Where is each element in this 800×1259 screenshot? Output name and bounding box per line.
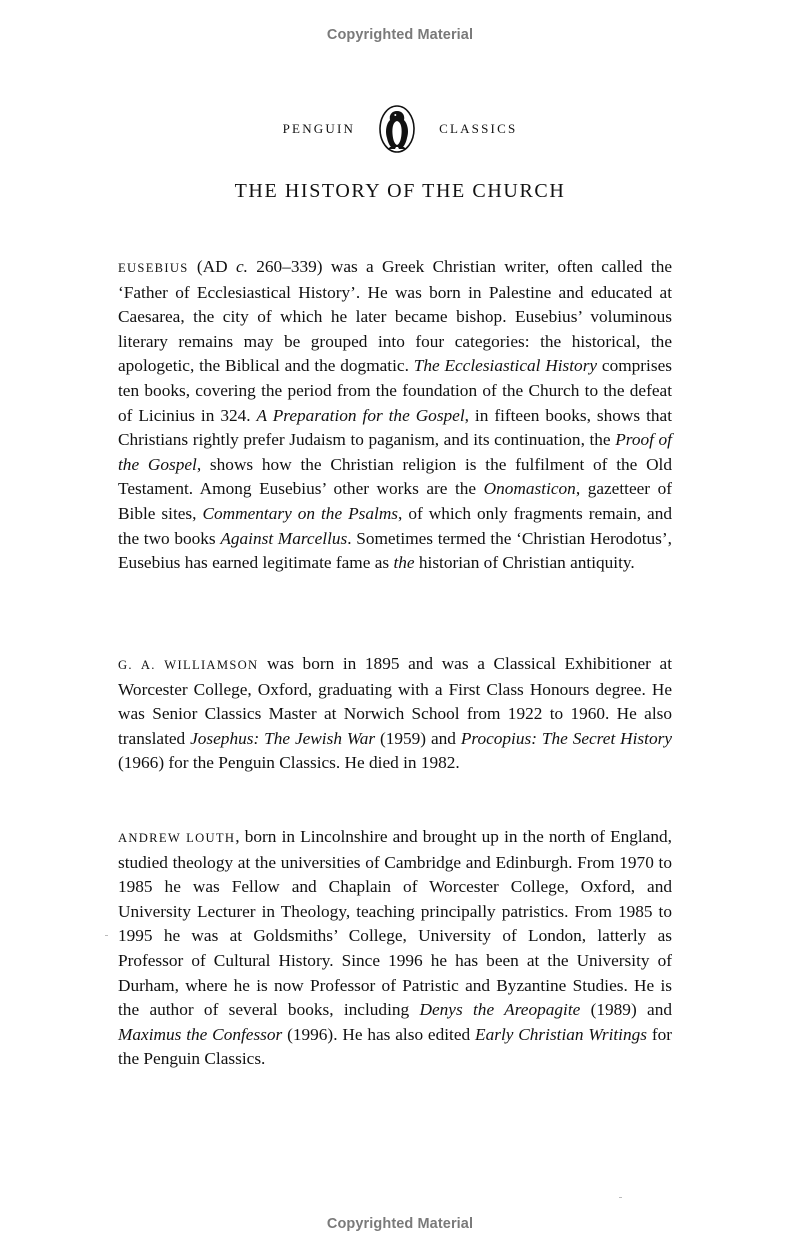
imprint-left: PENGUIN	[282, 121, 356, 136]
italic-title-run: Against Marcellus	[220, 528, 348, 548]
italic-title-run: Procopius: The Secret History	[460, 728, 672, 748]
penguin-logo-icon	[377, 104, 417, 154]
translator-bio-williamson	[118, 652, 672, 776]
author-bio-eusebius	[118, 255, 672, 576]
italic-title-run: Josephus: The Jewish War	[190, 728, 376, 748]
page-speck	[619, 1197, 622, 1198]
text-run: comprises ten books, covering the period from the foundation of the Church to the defeat of Licinius in 324.	[118, 356, 672, 425]
text-run: historian of Christian antiquity.	[414, 553, 635, 573]
italic-title-run: Onomasticon	[483, 479, 576, 499]
text-run: was born in 1895 and was a Classical Exhibitioner at Worcester College, Oxford, graduating with a First Class Honours degree. He was Senior Classics Master at Norwich School from 1922 to 1960. He also translated	[118, 654, 672, 748]
text-run: , shows how the Christian religion is the fulfilment of the Old Testament. Among Eusebius’ other works are the	[118, 454, 673, 499]
italic-title-run: Commentary on the Psalms	[202, 503, 399, 523]
text-run: , born in Lincolnshire and brought up in the north of England, studied theology at the universities of Cambridge and Edinburgh. From 1970 to 1985 he was Fellow and Chaplain of Worcester College, Oxford, and University Lecturer in Theology, teaching principally patristics. From 1985 to 1995 he was at Goldsmiths’ College, University of London, latterly as Professor of Cultural History. Since 1996 he has been at the University of Durham, where he is now Professor of Patristic and Byzantine Studies. He is the author of several books, including	[118, 827, 672, 1020]
text-run: , gazetteer of Bible sites,	[118, 479, 672, 523]
person-name: ANDREW LOUTH	[118, 831, 236, 845]
italic-title-run: Early Christian Writings	[475, 1024, 647, 1044]
italic-title-run: A Preparation for the Gospel	[256, 405, 465, 425]
text-run: (1996). He has also edited	[282, 1024, 476, 1044]
italic-title-run: Denys the Areopagite	[419, 1000, 581, 1020]
copyright-watermark-bottom: Copyrighted Material	[326, 1216, 474, 1232]
person-name: G. A. WILLIAMSON	[118, 658, 259, 672]
text-run: , of which only fragments remain, and the two books	[118, 503, 673, 548]
book-title: THE HISTORY OF THE CHURCH	[234, 180, 566, 202]
text-run: 260–339) was a Greek Christian writer, often called the ‘Father of Ecclesiastical History’. He was born in Palestine and educated at Caesarea, the city of which he later became bishop. Eusebius’ voluminous literary remains may be grouped into four categories: the historical, the apologetic, the Biblical and the dogmatic.	[118, 257, 673, 376]
text-run: (AD	[188, 257, 236, 276]
publisher-header	[0, 104, 800, 154]
person-name: EUSEBIUS	[118, 261, 189, 275]
copyright-watermark-top: Copyrighted Material	[326, 27, 474, 43]
text-run: (1989) and	[580, 1000, 672, 1020]
italic-title-run: Maximus the Confessor	[118, 1024, 283, 1044]
italic-title-run: Proof of the Gospel	[118, 430, 672, 474]
text-run: for the Penguin Classics.	[118, 1024, 673, 1069]
text-run: . Sometimes termed the ‘Christian Herodotus’, Eusebius has earned legitimate fame as	[118, 528, 672, 573]
reviser-bio-louth	[118, 825, 672, 1072]
italic-title-run: the	[393, 553, 415, 573]
text-run: , in fifteen books, shows that Christians rightly prefer Judaism to paganism, and its continuation, the	[118, 405, 672, 450]
text-run: (1966) for the Penguin Classics. He died in 1982.	[118, 753, 460, 773]
text-run: (1959) and	[375, 728, 461, 748]
italic-title-run: c.	[235, 257, 248, 276]
italic-title-run: The Ecclesiastical History	[413, 356, 598, 376]
page-speck	[105, 935, 108, 936]
imprint-right: CLASSICS	[439, 121, 518, 136]
